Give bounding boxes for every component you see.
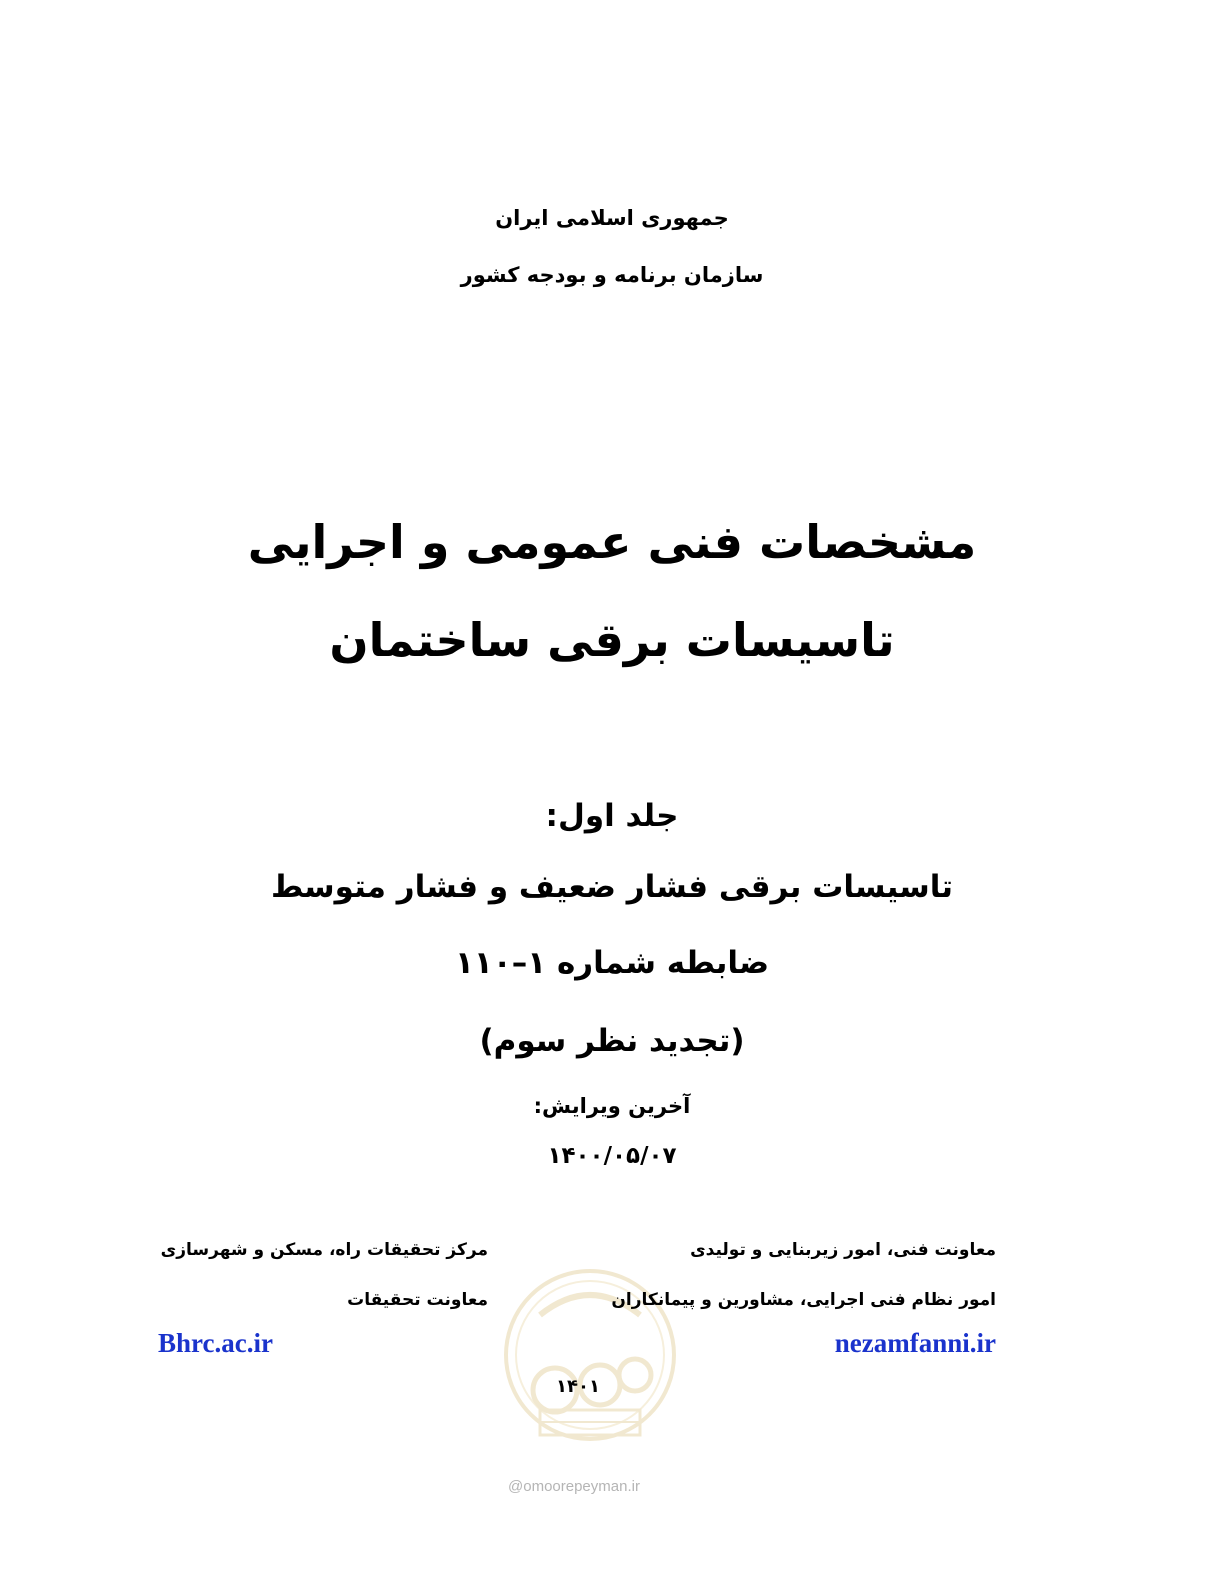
watermark-caption: @omoorepeyman.ir bbox=[508, 1478, 640, 1495]
organization-name: سازمان برنامه و بودجه کشور bbox=[460, 263, 764, 287]
volume-label: جلد اول: bbox=[545, 798, 679, 834]
last-edit-date: ۱۴۰۰/۰۵/۰۷ bbox=[547, 1143, 677, 1169]
document-title-line2: تاسیسات برقی ساختمان bbox=[329, 613, 895, 667]
standard-code: ضابطه شماره ۱–۱۱۰ bbox=[454, 945, 770, 981]
publication-year: ۱۴۰۱ bbox=[556, 1376, 600, 1397]
publisher-left-website-link[interactable]: Bhrc.ac.ir bbox=[158, 1328, 273, 1358]
publisher-right-line1: معاونت فنی، امور زیربنایی و تولیدی bbox=[690, 1240, 996, 1260]
publisher-left-line2: معاونت تحقیقات bbox=[347, 1290, 488, 1310]
document-title-line1: مشخصات فنی عمومی و اجرایی bbox=[247, 515, 977, 569]
publisher-left-line1: مرکز تحقیقات راه، مسکن و شهرسازی bbox=[160, 1240, 488, 1260]
publisher-right-website-link[interactable]: nezamfanni.ir bbox=[834, 1328, 996, 1358]
country-name: جمهوری اسلامی ایران bbox=[495, 206, 729, 230]
last-edit-label: آخرین ویرایش: bbox=[533, 1094, 691, 1118]
publisher-right-line2: امور نظام فنی اجرایی، مشاورین و پیمانکاران bbox=[611, 1290, 996, 1310]
watermark-seal-icon bbox=[500, 1255, 680, 1455]
revision-note: (تجدید نظر سوم) bbox=[479, 1023, 745, 1059]
volume-subject: تاسیسات برقی فشار ضعیف و فشار متوسط bbox=[270, 869, 953, 905]
